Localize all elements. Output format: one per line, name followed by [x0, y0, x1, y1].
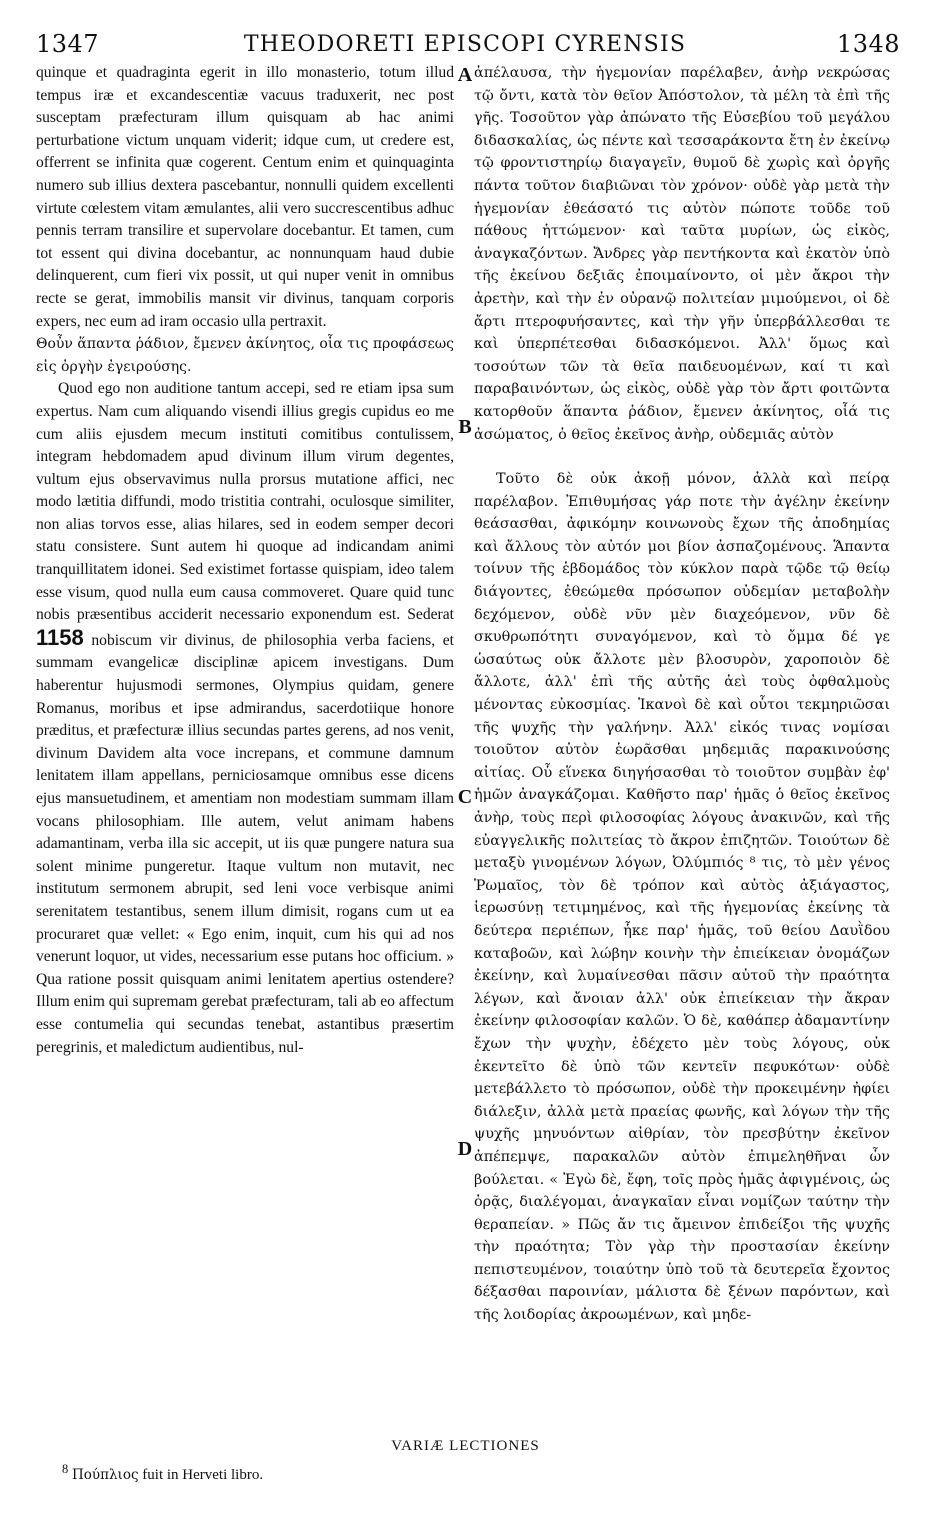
left-page-number: 1347 — [36, 30, 100, 58]
footnote — [62, 1462, 263, 1484]
page-header — [30, 30, 900, 64]
latin-paragraph-1: quinque et quadraginta egerit in illo monasterio, totum illud tempus iræ et excandescentiæ vacuus traduxerit, nec post susceptam præfecturam illum quisquam ab hac animi perturbatione victum unquam viderit; idque cum, ut credere est, offerrent se infinita quæ cogerent. Centum enim et quinquaginta numero sub illius dextera pascebantur, nonnulli quidem excellenti virtute cœlestem vitam æmulantes, alii vero succrescentibus adhuc pennis terram transilire et supervolare docebantur. Et tamen, cum tot essent qui divina docebantur, ac nonnunquam haud dubie delinquerent, cum fieri vix possit, ut qui nuper venit in omnibus recte se gerat, immobilis mansit vir divinus, tanquam corporis expers, nec eum ad iram occasio ulla pertraxit. — [36, 64, 454, 330]
latin-column-greek-line: Θοὖν ἅπαντα ῥάδιον, ἔμενεν ἀκίνητος, οἷα τις προφάσεως εἰς ὀργὴν ἐγειρούσης. — [36, 336, 454, 375]
margin-marker-b: B — [458, 416, 472, 438]
latin-column — [36, 62, 454, 1059]
footnote-greek-word: Πούπλιος — [72, 1467, 139, 1483]
margin-marker-a: A — [457, 64, 473, 86]
footnote-mark: 8 — [62, 1462, 69, 1476]
greek-paragraph-2: Τοῦτο δὲ οὐκ ἀκοῇ μόνον, ἀλλὰ καὶ πείρᾳ παρέλαβον. Ἐπιθυμήσας γάρ ποτε τὴν ἀγέλην ἐκείνην θεάσασθαι, ἀφικόμην κοινωνοὺς ἔχων τῆς ἀποδημίας καὶ ἄλλους τὸν αὐτόν μοι βίον ἀσπαζομένους. Ἅπαντα τοίνυν τῆς ἑβδομάδος τὸν κύκλον παρὰ τῷδε τῷ θείῳ διάγοντες, ἐθεώμεθα πρόσωπον οὐδεμίαν μεταβολὴν δεχόμενον, οὐδὲ νῦν μὲν διαχεόμενον, νῦν δὲ σκυθρωπότητι συναγόμενον, καὶ τὸ ὄμμα δέ γε ὡσαύτως οὐκ ἄλλοτε μὲν βλοσυρὸν, χαροποιὸν δὲ ἄλλοτε, ἀλλ' ἐπὶ τῆς αὐτῆς ἀεὶ τοὺς ὀφθαλμοὺς μένοντας εὐκοσμίας. Ἱκανοὶ δὲ καὶ οὗτοι τεκμηριῶσαι τῆς ψυχῆς τὴν γαλήνην. Ἀλλ' εἰκός τινας νομίσαι τοιοῦτον αὐτὸν ἑωρᾶσθαι μηδεμιᾶς παρακινούσης αἰτίας. Οὗ εἵνεκα διηγήσασθαι τὸ τοιοῦτον συμβὰν ἐφ' ἡμῶν ἀναγκάζομαι. Καθῆστο παρ' ἡμᾶς ὁ θεῖος ἐκεῖνος ἀνὴρ, τοὺς περὶ φιλοσοφίας λόγους ἀνακινῶν, καὶ τῆς εὐαγγελικῆς πολιτείας τὸ ἄκρον ἐπιζητῶν. Τοιούτων δὲ μεταξὺ γινομένων λόγων, Ὀλύμπιός ⁸ τις, τὸ μὲν γένος Ῥωμαῖος, τὸν δὲ τρόπον καὶ αὐτὸς ἀξιάγαστος, ἱερωσύνῃ τετιμημένος, καὶ τῆς ἡγεμονίας ἐκείνης τὰ δεύτερα περιέπων, ἧκε παρ' ἡμᾶς, τοῦ θείου Δαυῒδου καταβοῶν, καὶ λώβην κοινὴν τὴν ἐπιείκειαν ὀνομάζων ἐκείνην, καὶ λυμαίνεσθαι πᾶσιν αὐτοῦ τὴν πραότητα λέγων, καὶ ἄνοιαν ἀλλ' οὐκ ἐπιείκειαν τὴν ἄκραν ἐκείνην φιλοσοφίαν καλῶν. Ὁ δὲ, καθάπερ ἀδαμαντίνην ἔχων τὴν ψυχὴν, ἐδέχετο μὲν τοὺς λόγους, οὐκ ἐκεντεῖτο δὲ ὑπὸ τῶν κεντεῖν πεφυκότων· οὐδὲ μετεβάλλετο τὸ πρόσωπον, οὐδὲ τὴν προκειμένην ἠφίει διάλεξιν, ἀλλὰ μετὰ πραείας φωνῆς, καὶ λόγων τὴν τῆς ψυχῆς μηνυόντων αἰθρίαν, τὸν πρεσβύτην ἐκεῖνον ἀπέπεμψε, παρακαλῶν αὐτὸν ἐπιμεληθῆναι ὧν βούλεται. « Ἐγὼ δὲ, ἔφη, τοῖς πρὸς ἡμᾶς ἀφιγμένοις, ὡς ὁρᾷς, διαλέγομαι, ἀναγκαῖαν εἶναι νομίζων ταύτην τὴν θεραπείαν. » Πῶς ἄν τις ἄμεινον ἐπιδείξοι τῆς ψυχῆς τὴν πραότητα; Τὸν γὰρ τὴν προστασίαν ἐκείνην πεπιστευμένον, τοιαύτην ὑπὸ τοῦ τὰ δευτερεῖα ἔχοντος δέξασθαι παροινίαν, μάλιστα δὲ ξένων παρόντων, καὶ τῆς λοιδορίας ἀκροωμένων, καὶ μηδε- — [474, 471, 890, 1324]
variae-lectiones-heading: VARIÆ LECTIONES — [391, 1438, 540, 1454]
latin-paragraph-2-part-2: nobiscum vir divinus, de philosophia verba faciens, et summam evangelicæ disciplinæ apicem investigans. Dum haberentur hujusmodi sermones, Olympius quidam, genere Romanus, moribus et ipse admirandus, sacerdotiique honore præditus, et præfecturæ illius secundas partes gerens, ad nos venit, divinum Davidem alta voce increpans, et commune damnum lenitatem illam appellans, perniciosamque omnibus esse dicens ejus mansuetudinem, et amentiam non modestiam summam illam vocans philosophiam. Ille autem, velut animam habens adamantinam, verba illa sic accepit, ut iis quæ pungere natura sua solent minime pungeretur. Itaque vultum non mutavit, nec institutum sermonem abrupit, sed leni voce verbisque animi serenitatem testantibus, senem illum dimisit, rogans cum ut ea procuraret quæ vellet: « Ego enim, inquit, cum his qui ad nos venerunt loquor, ut vides, necessarium esse putans hoc officium. » Qua ratione possit quisquam animi lenitatem apertius ostendere? Illum enim qui supremam gerebat præfecturam, tali ab eo affectum esse contumelia qui secundas tenebat, astantibus præsertim peregrinis, et maledictum audientibus, nul- — [36, 631, 454, 1056]
running-title: THEODORETI EPISCOPI CYRENSIS — [243, 32, 687, 57]
latin-paragraph-2-part-1: Quod ego non auditione tantum accepi, sed re etiam ipsa sum expertus. Nam cum aliquando visendi illius gregis cupidus eo me cum aliis ejusdem mecum instituti comitibus contulissem, integram hebdomadem apud divinum illum virum degentes, vultum ejus observavimus nulla prorsus mutatione affici, nec modo lætitia diffundi, modo tristitia contrahi, oculosque similiter, non alias torvos esse, alias hilares, sed in eodem semper decori statu consistere. Sunt autem hi quoque ad indicandam animi tranquillitatem idonei. Sed existimet fortasse quispiam, ideo talem esse visum, quod nulla eum causa commoveret. Quare quid tunc nobis præsentibus acciderit necessario exponendum est. Sederat — [36, 380, 454, 624]
right-page-number: 1348 — [836, 30, 900, 58]
margin-marker-d: D — [457, 1138, 473, 1160]
paragraph-gap — [474, 446, 890, 468]
column-number: 1158 — [36, 624, 84, 650]
margin-marker-c: C — [457, 786, 473, 808]
greek-column — [474, 62, 890, 1327]
footnote-text: fuit in Herveti libro. — [142, 1467, 264, 1483]
greek-paragraph-1: ἀπέλαυσα, τὴν ἡγεμονίαν παρέλαβεν, ἀνὴρ νεκρώσας τῷ ὄντι, κατὰ τὸν θεῖον Ἀπόστολον, τὰ μέλη τὰ ἐπὶ τῆς γῆς. Τοσοῦτον γὰρ ἀπώνατο τῆς Εὐσεβίου τοῦ μεγάλου διδασκαλίας, ὡς πέντε καὶ τεσσαράκοντα ἔτη ἐν ἐκείνῳ τῷ φροντιστηρίῳ διαγαγεῖν, θυμοῦ δὲ χωρὶς καὶ ὀργῆς πάντα τοῦτον διαβιῶναι τὸν χρόνον· οὐδὲ γὰρ μετὰ τὴν ἡγεμονίαν ἐθεάσατό τις αὐτὸν πώποτε τοῦδε τοῦ πάθους ἡττώμενον· καὶ ταῦτα μυρίων, ὡς εἰκὸς, ἀναγκαζόντων. Ἄνδρες γὰρ πεντήκοντα καὶ ἑκατὸν ὑπὸ τῆς ἐκείνου δεξιᾶς ἐποιμαίνοντο, οἱ μὲν ἄκροι τὴν ἀρετὴν, καὶ τὴν ἐν οὐρανῷ πολιτείαν μιμούμενοι, οἱ δὲ ἄρτι πτεροφυήσαντες, καὶ τὴν γῆν ὑπερβάλλεσθαι τε καὶ ὑπερπέτεσθαι διδασκόμενοι. Ἀλλ' ὅμως καὶ τοσούτων τῶν τὰ θεῖα παιδευομένων, καί τι καὶ παραβαινόντων, ὡς εἰκὸς, οὐδὲ γὰρ τὸν ἄρτι φοιτῶντα κατορθοῦν ἅπαντα ῥάδιον, ἔμενεν ἀκίνητος, οἷά τις ἀσώματος, ὁ θεῖος ἐκεῖνος ἀνὴρ, οὐδεμιᾶς αὐτὸν — [474, 65, 890, 443]
latin-paragraph-2 — [36, 378, 454, 1059]
